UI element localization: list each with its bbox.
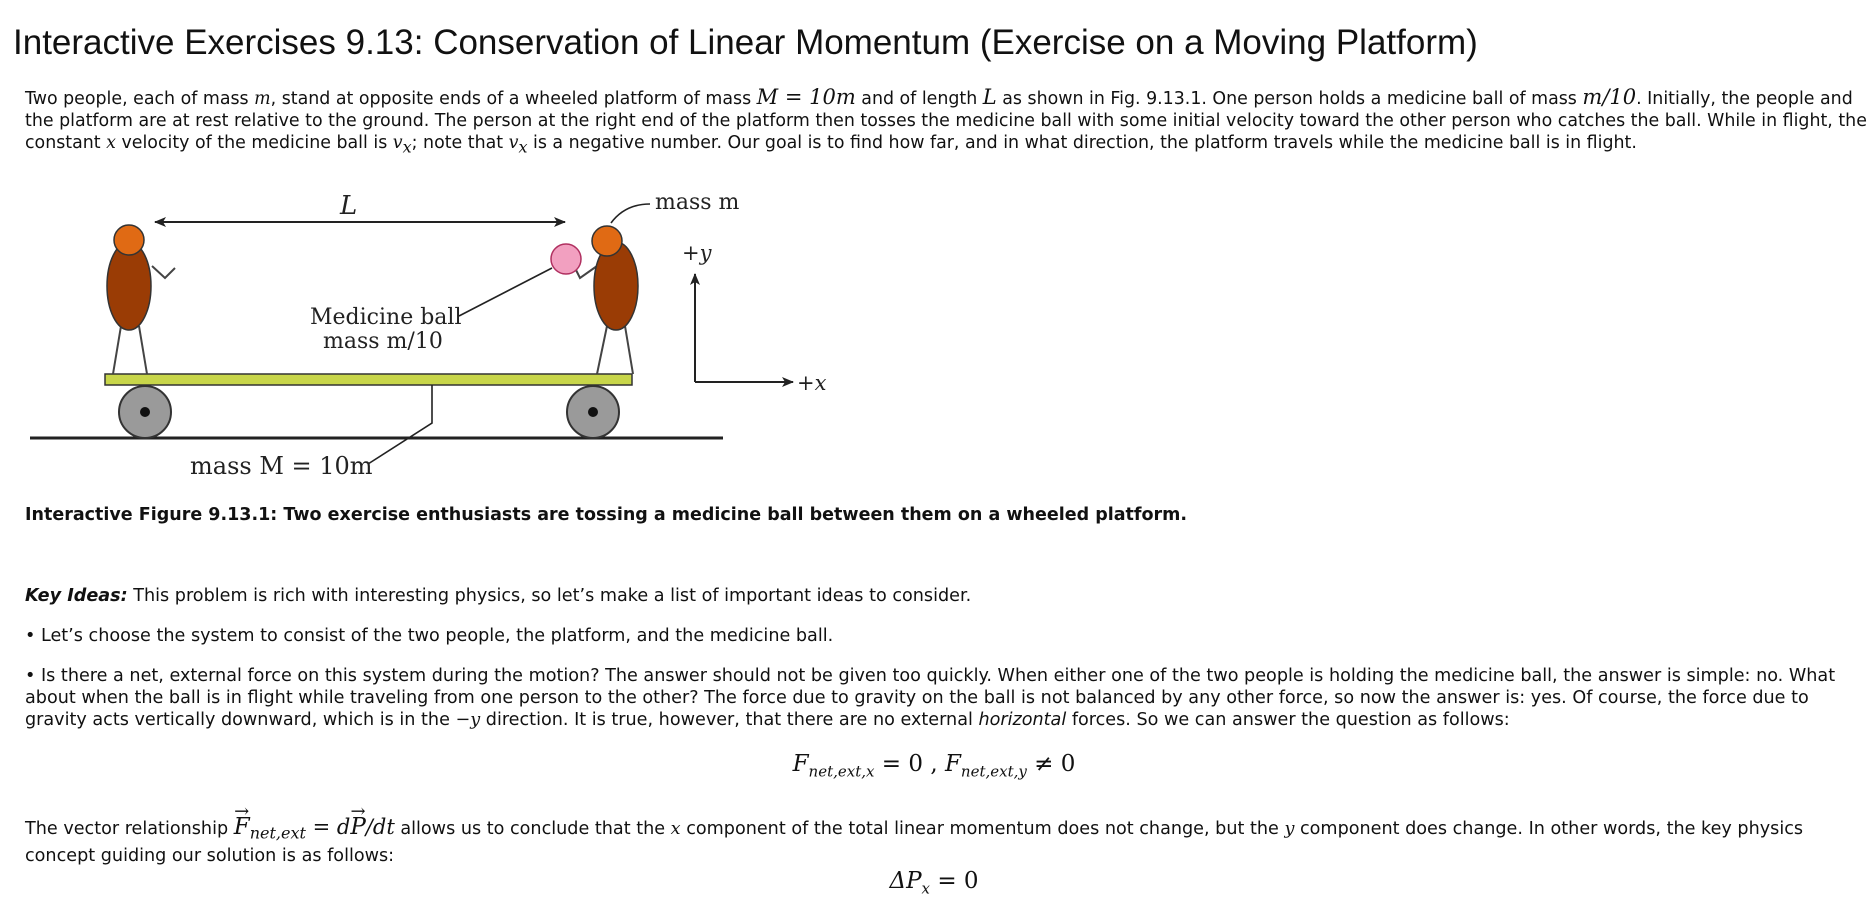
platform-mass-leader <box>368 385 432 464</box>
left-person <box>107 225 175 374</box>
ball-leader <box>459 268 552 316</box>
right-person <box>572 226 638 374</box>
x-axis-label: +x <box>797 371 827 395</box>
equation-momentum-conservation: $\Delta P_x = 0$ <box>889 868 979 898</box>
page-title: Interactive Exercises 9.13: Conservation of Linear Momentum (Exercise on a Moving Platform) <box>13 23 1478 62</box>
ball-label-line1: Medicine ball <box>310 305 462 330</box>
bullet-external-force: • Is there a net, external force on this system during the motion? The answer should not be given too quickly. When either one of the two people is holding the medicine ball, the answer is simple: no. What about when the ball is in flight while traveling from one person to the other? The force due to gravity on the ball is not balanced by any other force, so now the answer is: yes. Of course, the force due to gravity acts vertically downward, which is in the −y direction. It is true, however, that there are no external horizontal forces. So we can answer the question as follows: <box>25 666 1836 730</box>
ball-mass-expr: m/10 <box>1582 85 1637 109</box>
mass-m-leader <box>611 204 650 223</box>
momentum-vector: → P <box>350 816 365 838</box>
platform-mass-label: mass M = 10m <box>190 452 373 480</box>
platform-mass-expr: M = 10m <box>756 85 856 109</box>
ball-label-line2: mass m/10 <box>323 329 443 354</box>
equation-net-force: $F_{net,ext,x} = 0$ , $F_{net,ext,y} \ne 0$ <box>792 751 1076 781</box>
key-ideas-paragraph: Key Ideas: This problem is rich with interesting physics, so let’s make a list of important ideas to consider. <box>25 586 972 606</box>
mass-m-label: mass m <box>655 190 740 215</box>
left-wheel <box>119 386 171 438</box>
y-axis-label: +y <box>682 241 712 265</box>
right-wheel <box>567 386 619 438</box>
platform-figure <box>25 186 845 486</box>
intro-paragraph: Two people, each of mass m, stand at opposite ends of a wheeled platform of mass M = 10m and of length L as shown in Fig. 9.13.1. One person holds a medicine ball of mass m/10. Initially, the people and the platform are at rest relative to the ground. The person at the right end of the platform then tosses the medicine ball with some initial velocity toward the other person who catches the ball. While in flight, the constant x velocity of the medicine ball is $v_x$; note that $v_x$ is a negative number. Our goal is to find how far, and in what direction, the platform travels while the medicine ball is in flight. <box>25 85 1867 157</box>
medicine-ball <box>551 244 581 274</box>
key-ideas-label: Key Ideas: <box>25 586 128 606</box>
force-vector: → F <box>234 816 250 838</box>
length-label: L <box>340 191 358 221</box>
platform <box>105 374 632 385</box>
vector-relationship-paragraph: The vector relationship → $F_{net,ext} = d\to P/dt$ allows us to conclude that the x component of the total linear momentum does not change, but the y component does change. In other words, the key physics concept guiding our solution is as follows: <box>25 816 1868 867</box>
figure-caption: Interactive Figure 9.13.1: Two exercise enthusiasts are tossing a medicine ball between them on a wheeled platform. <box>25 505 1188 525</box>
bullet-system: • Let’s choose the system to consist of the two people, the platform, and the medicine ball. <box>25 626 834 646</box>
